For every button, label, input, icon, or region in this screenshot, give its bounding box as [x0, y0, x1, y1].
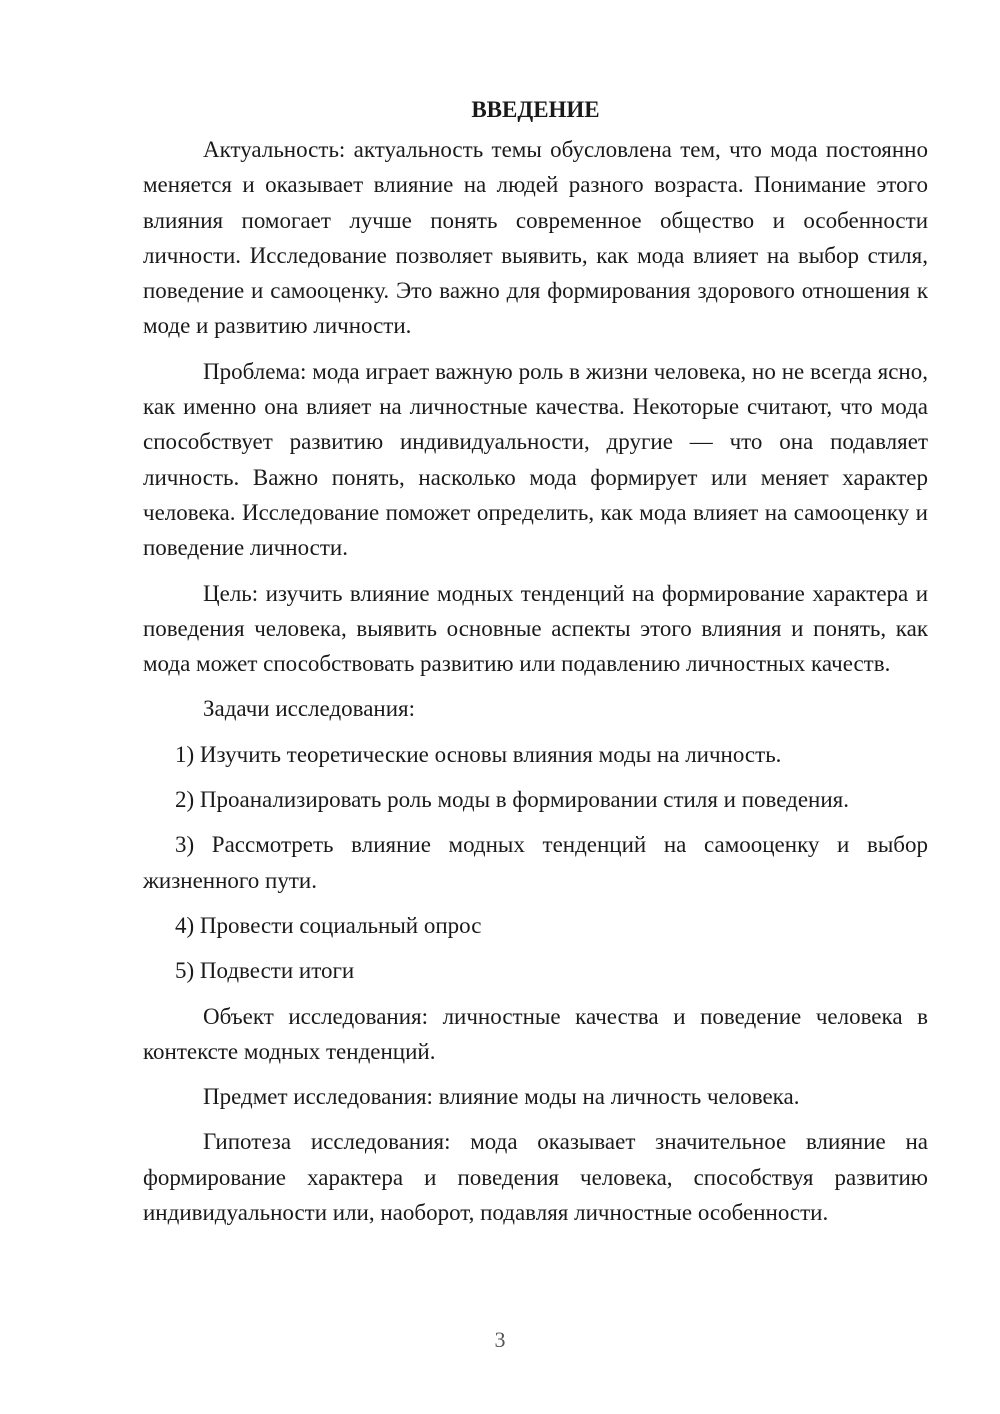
task-item-1: 1) Изучить теоретические основы влияния моды на личность. — [175, 741, 782, 767]
hypothesis-paragraph: Гипотеза исследования: мода оказывает значительное влияние на формирование характера и поведения человека, способствуя развитию индивидуальности или, наоборот, подавляя личностные особенности. — [143, 1129, 928, 1226]
task-item-2: 2) Проанализировать роль моды в формировании стиля и поведения. — [175, 787, 849, 813]
task-item-4: 4) Провести социальный опрос — [175, 912, 482, 938]
subject-paragraph: Предмет исследования: влияние моды на личность человека. — [203, 1084, 800, 1110]
task-item-5: 5) Подвести итоги — [175, 958, 355, 984]
task-item-3: 3) Рассмотреть влияние модных тенденций на самооценку и выбор жизненного пути. — [143, 832, 928, 893]
page-title: ВВЕДЕНИЕ — [471, 97, 600, 122]
object-paragraph: Объект исследования: личностные качества и поведение человека в контексте модных тенденций. — [143, 1003, 928, 1064]
problem-paragraph: Проблема: мода играет важную роль в жизни человека, но не всегда ясно, как именно она влияет на личностные качества. Некоторые считают, что мода способствует развитию индивидуальности, другие — что она подавляет личность. Важно понять, насколько мода формирует или меняет характер человека. Исследование поможет определить, как мода влияет на самооценку и поведение личности. — [143, 358, 928, 561]
document-page — [143, 92, 928, 1240]
page-number: 3 — [494, 1327, 506, 1352]
relevance-paragraph: Актуальность: актуальность темы обусловлена тем, что мода постоянно меняется и оказывает влияние на людей разного возраста. Понимание этого влияния помогает лучше понять современное общество и особенности личности. Исследование позволяет выявить, как мода влияет на выбор стиля, поведение и самооценку. Это важно для формирования здорового отношения к моде и развитию личности. — [143, 137, 928, 339]
tasks-title: Задачи исследования: — [203, 696, 416, 722]
goal-paragraph: Цель: изучить влияние модных тенденций на формирование характера и поведения человека, выявить основные аспекты этого влияния и понять, как мода может способствовать развитию или подавлению личностных качеств. — [143, 580, 928, 677]
